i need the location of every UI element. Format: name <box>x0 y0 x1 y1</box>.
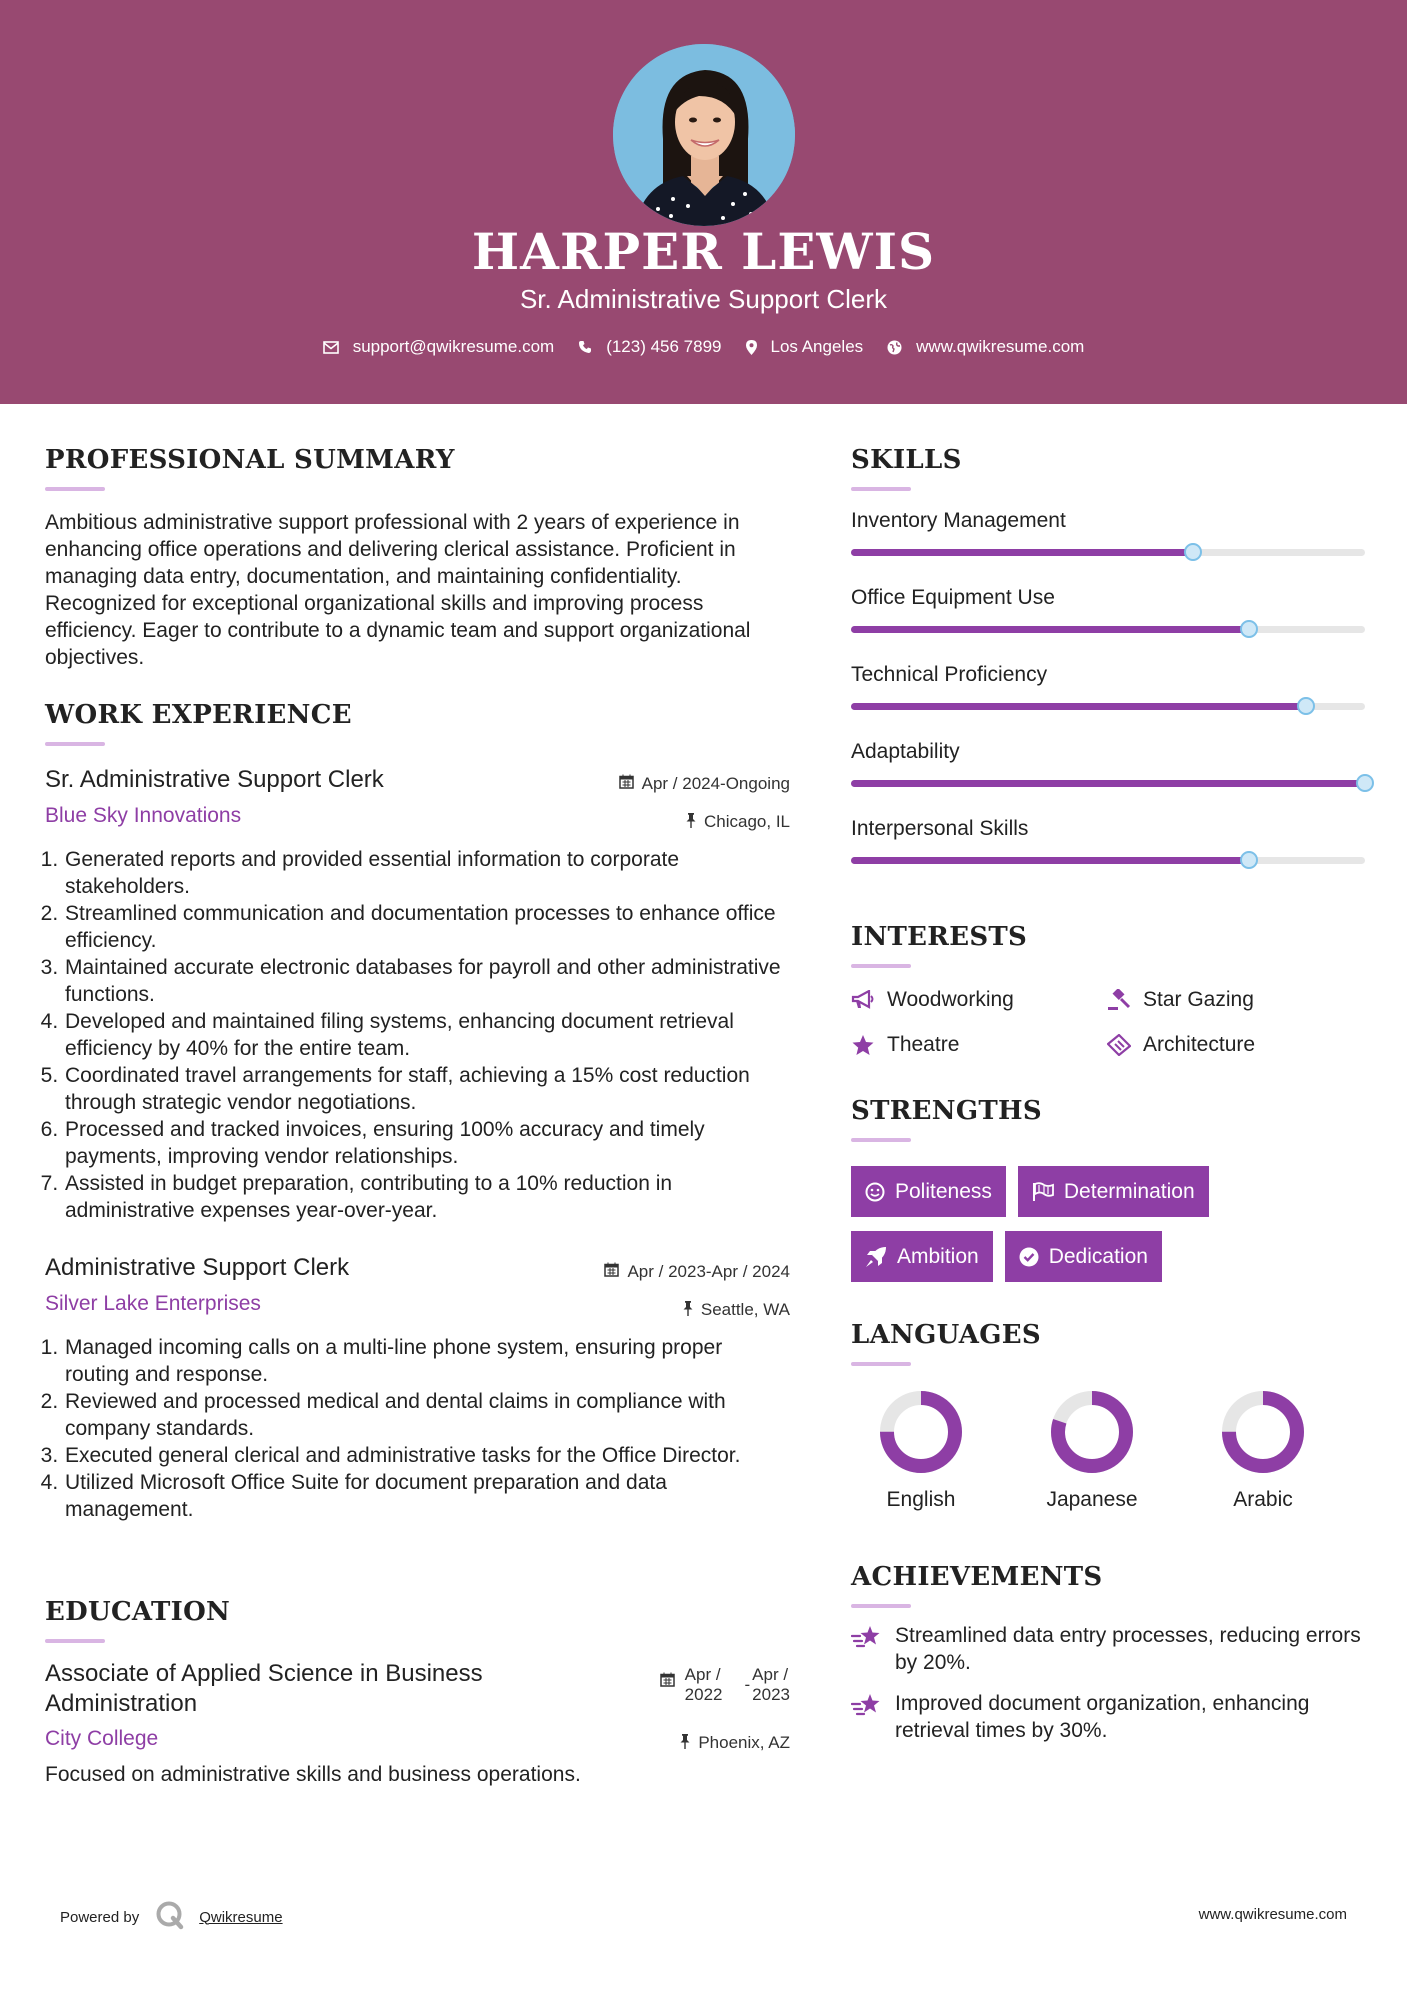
website-text: www.qwikresume.com <box>916 337 1085 356</box>
summary-text: Ambitious administrative support professional with 2 years of experience in enhancing office operations and delivering clerical assistance. Proficient in managing data entry, documentation, and maintaining confidentiality. Recognized for exceptional organizational skills and improving process efficiency. Eager to contribute to a dynamic team and support organizational objectives. <box>45 511 751 669</box>
qwikresume-link[interactable]: Qwikresume <box>199 1908 283 1926</box>
skill-fill <box>851 857 1249 864</box>
contact-phone[interactable] <box>578 337 721 357</box>
list-item: 2. Streamlined communication and documentation processes to enhance office efficiency. <box>64 900 790 954</box>
job-entry <box>45 766 790 1224</box>
language-donut <box>1050 1390 1134 1474</box>
list-item: 2. Reviewed and processed medical and dental claims in compliance with company standards. <box>64 1388 790 1442</box>
skill-knob <box>1240 851 1258 869</box>
skill-item <box>851 663 1365 740</box>
gavel-icon <box>1107 989 1131 1011</box>
job-entry <box>45 1254 790 1523</box>
skill-knob <box>1184 543 1202 561</box>
job-location: Chicago, IL <box>686 812 790 832</box>
smile-icon <box>865 1182 885 1202</box>
shooting-star-icon <box>851 1622 883 1676</box>
phone-text: (123) 456 7899 <box>606 337 722 356</box>
location-text: Los Angeles <box>770 337 864 356</box>
skill-name: Technical Proficiency <box>851 663 1048 686</box>
skill-knob <box>1297 697 1315 715</box>
candidate-name: HARPER LEWIS <box>471 222 936 281</box>
heading-underline <box>851 1604 911 1608</box>
language-donut <box>879 1390 963 1474</box>
skill-fill <box>851 626 1249 633</box>
sidebar-column <box>851 445 1365 1744</box>
phone-icon <box>578 340 592 354</box>
rocket-icon <box>865 1246 887 1268</box>
email-text: support@qwikresume.com <box>352 337 555 356</box>
calendar-icon <box>619 774 634 794</box>
pushpin-icon <box>680 1734 690 1752</box>
interest-item: Star Gazing <box>1107 988 1254 1012</box>
achievements-heading: ACHIEVEMENTS <box>851 1562 1103 1592</box>
candidate-title: Sr. Administrative Support Clerk <box>519 284 888 314</box>
strength-tag: Dedication <box>1005 1231 1162 1282</box>
star-icon <box>851 1035 875 1056</box>
achievement-item: Streamlined data entry processes, reducing errors by 20%. <box>851 1622 1365 1676</box>
ticket-icon <box>1107 1034 1131 1056</box>
job-date: Apr / 2024-Ongoing <box>619 774 790 794</box>
check-circle-icon <box>1019 1247 1039 1267</box>
language-item <box>1193 1390 1333 1512</box>
languages-list <box>851 1390 1365 1550</box>
contact-location <box>746 337 864 357</box>
contact-website[interactable] <box>887 337 1084 357</box>
school-name: City College <box>45 1727 159 1750</box>
flag-icon <box>1032 1182 1054 1202</box>
skill-item <box>851 509 1365 586</box>
job-title: Administrative Support Clerk <box>45 1254 350 1281</box>
strengths-list <box>851 1166 1365 1296</box>
strength-tag: Ambition <box>851 1231 993 1282</box>
job-location: Seattle, WA <box>683 1300 790 1320</box>
strength-tag: Determination <box>1018 1166 1209 1217</box>
list-item: 1. Managed incoming calls on a multi-line phone system, ensuring proper routing and response. <box>64 1334 790 1388</box>
list-item: 1. Generated reports and provided essential information to corporate stakeholders. <box>64 846 790 900</box>
powered-by-label: Powered by <box>60 1908 140 1926</box>
skill-item <box>851 740 1365 817</box>
company-name: Blue Sky Innovations <box>45 804 242 827</box>
contact-email[interactable] <box>323 337 555 357</box>
heading-underline <box>851 1138 911 1142</box>
education-location: Phoenix, AZ <box>680 1733 790 1753</box>
skill-name: Adaptability <box>851 740 960 763</box>
heading-underline <box>45 742 105 746</box>
list-item: 5. Coordinated travel arrangements for staff, achieving a 15% cost reduction through strategic vendor negotiations. <box>64 1062 790 1116</box>
achievement-item: Improved document organization, enhancing retrieval times by 30%. <box>851 1690 1365 1744</box>
language-name: Arabic <box>1233 1488 1293 1511</box>
heading-underline <box>851 964 911 968</box>
heading-underline <box>851 487 911 491</box>
summary-section <box>45 445 790 671</box>
megaphone-icon <box>851 990 875 1010</box>
heading-underline <box>45 1639 105 1643</box>
footer-powered-by <box>60 1900 283 1934</box>
globe-icon <box>887 340 902 355</box>
footer-website[interactable]: www.qwikresume.com <box>1198 1906 1347 1923</box>
interest-item: Woodworking <box>851 988 1014 1012</box>
interest-item: Architecture <box>1107 1033 1255 1057</box>
list-item: 3. Maintained accurate electronic databases for payroll and other administrative functions. <box>64 954 790 1008</box>
education-date: Apr / 2022 - Apr / 2023 <box>660 1665 790 1705</box>
list-item: 6. Processed and tracked invoices, ensuring 100% accuracy and timely payments, improving vendor relationships. <box>64 1116 790 1170</box>
pushpin-icon <box>686 813 696 831</box>
list-item: 7. Assisted in budget preparation, contributing to a 10% reduction in administrative expenses year-over-year. <box>64 1170 790 1224</box>
list-item: 3. Executed general clerical and administrative tasks for the Office Director. <box>64 1442 790 1469</box>
job-bullets <box>45 1334 790 1523</box>
job-date: Apr / 2023-Apr / 2024 <box>604 1262 790 1282</box>
pushpin-icon <box>683 1301 693 1319</box>
heading-underline <box>45 487 105 491</box>
experience-section <box>45 700 790 1523</box>
education-heading: EDUCATION <box>45 1597 231 1627</box>
job-bullets <box>45 846 790 1224</box>
shooting-star-icon <box>851 1690 883 1744</box>
skill-knob <box>1240 620 1258 638</box>
skill-name: Interpersonal Skills <box>851 817 1029 840</box>
company-name: Silver Lake Enterprises <box>45 1292 261 1315</box>
language-name: English <box>886 1488 956 1511</box>
skill-item <box>851 817 1365 894</box>
contact-bar <box>0 337 1407 357</box>
summary-heading: PROFESSIONAL SUMMARY <box>45 445 455 475</box>
strengths-heading: STRENGTHS <box>851 1096 1042 1126</box>
strength-tag: Politeness <box>851 1166 1006 1217</box>
map-pin-icon <box>746 340 757 355</box>
language-item <box>1022 1390 1162 1512</box>
list-item: 4. Developed and maintained filing systems, enhancing document retrieval efficiency by 40% for the entire team. <box>64 1008 790 1062</box>
language-donut <box>1221 1390 1305 1474</box>
skill-fill <box>851 703 1306 710</box>
job-title: Sr. Administrative Support Clerk <box>45 766 384 793</box>
skill-item <box>851 586 1365 663</box>
skill-fill <box>851 780 1365 787</box>
resume-header <box>0 0 1407 404</box>
language-item <box>851 1390 991 1512</box>
skills-list <box>851 509 1365 894</box>
skills-heading: SKILLS <box>851 445 962 475</box>
language-name: Japanese <box>1046 1488 1138 1511</box>
achievements-list <box>851 1622 1365 1744</box>
envelope-icon <box>323 341 339 354</box>
education-description: Focused on administrative skills and business operations. <box>45 1763 581 1786</box>
skill-fill <box>851 549 1193 556</box>
languages-heading: LANGUAGES <box>851 1320 1041 1350</box>
interest-item: Theatre <box>851 1033 959 1057</box>
skill-name: Inventory Management <box>851 509 1066 532</box>
list-item: 4. Utilized Microsoft Office Suite for document preparation and data management. <box>64 1469 790 1523</box>
profile-photo <box>613 44 795 226</box>
education-section <box>45 1597 790 1787</box>
calendar-icon <box>604 1262 619 1282</box>
interests-heading: INTERESTS <box>851 922 1028 952</box>
qwikresume-logo-icon <box>155 1900 185 1934</box>
skill-knob <box>1356 774 1374 792</box>
interests-list <box>851 988 1365 1088</box>
experience-heading: WORK EXPERIENCE <box>45 700 352 730</box>
heading-underline <box>851 1362 911 1366</box>
calendar-icon <box>660 1672 675 1692</box>
skill-name: Office Equipment Use <box>851 586 1055 609</box>
degree-title: Associate of Applied Science in Business Administration <box>45 1660 483 1717</box>
